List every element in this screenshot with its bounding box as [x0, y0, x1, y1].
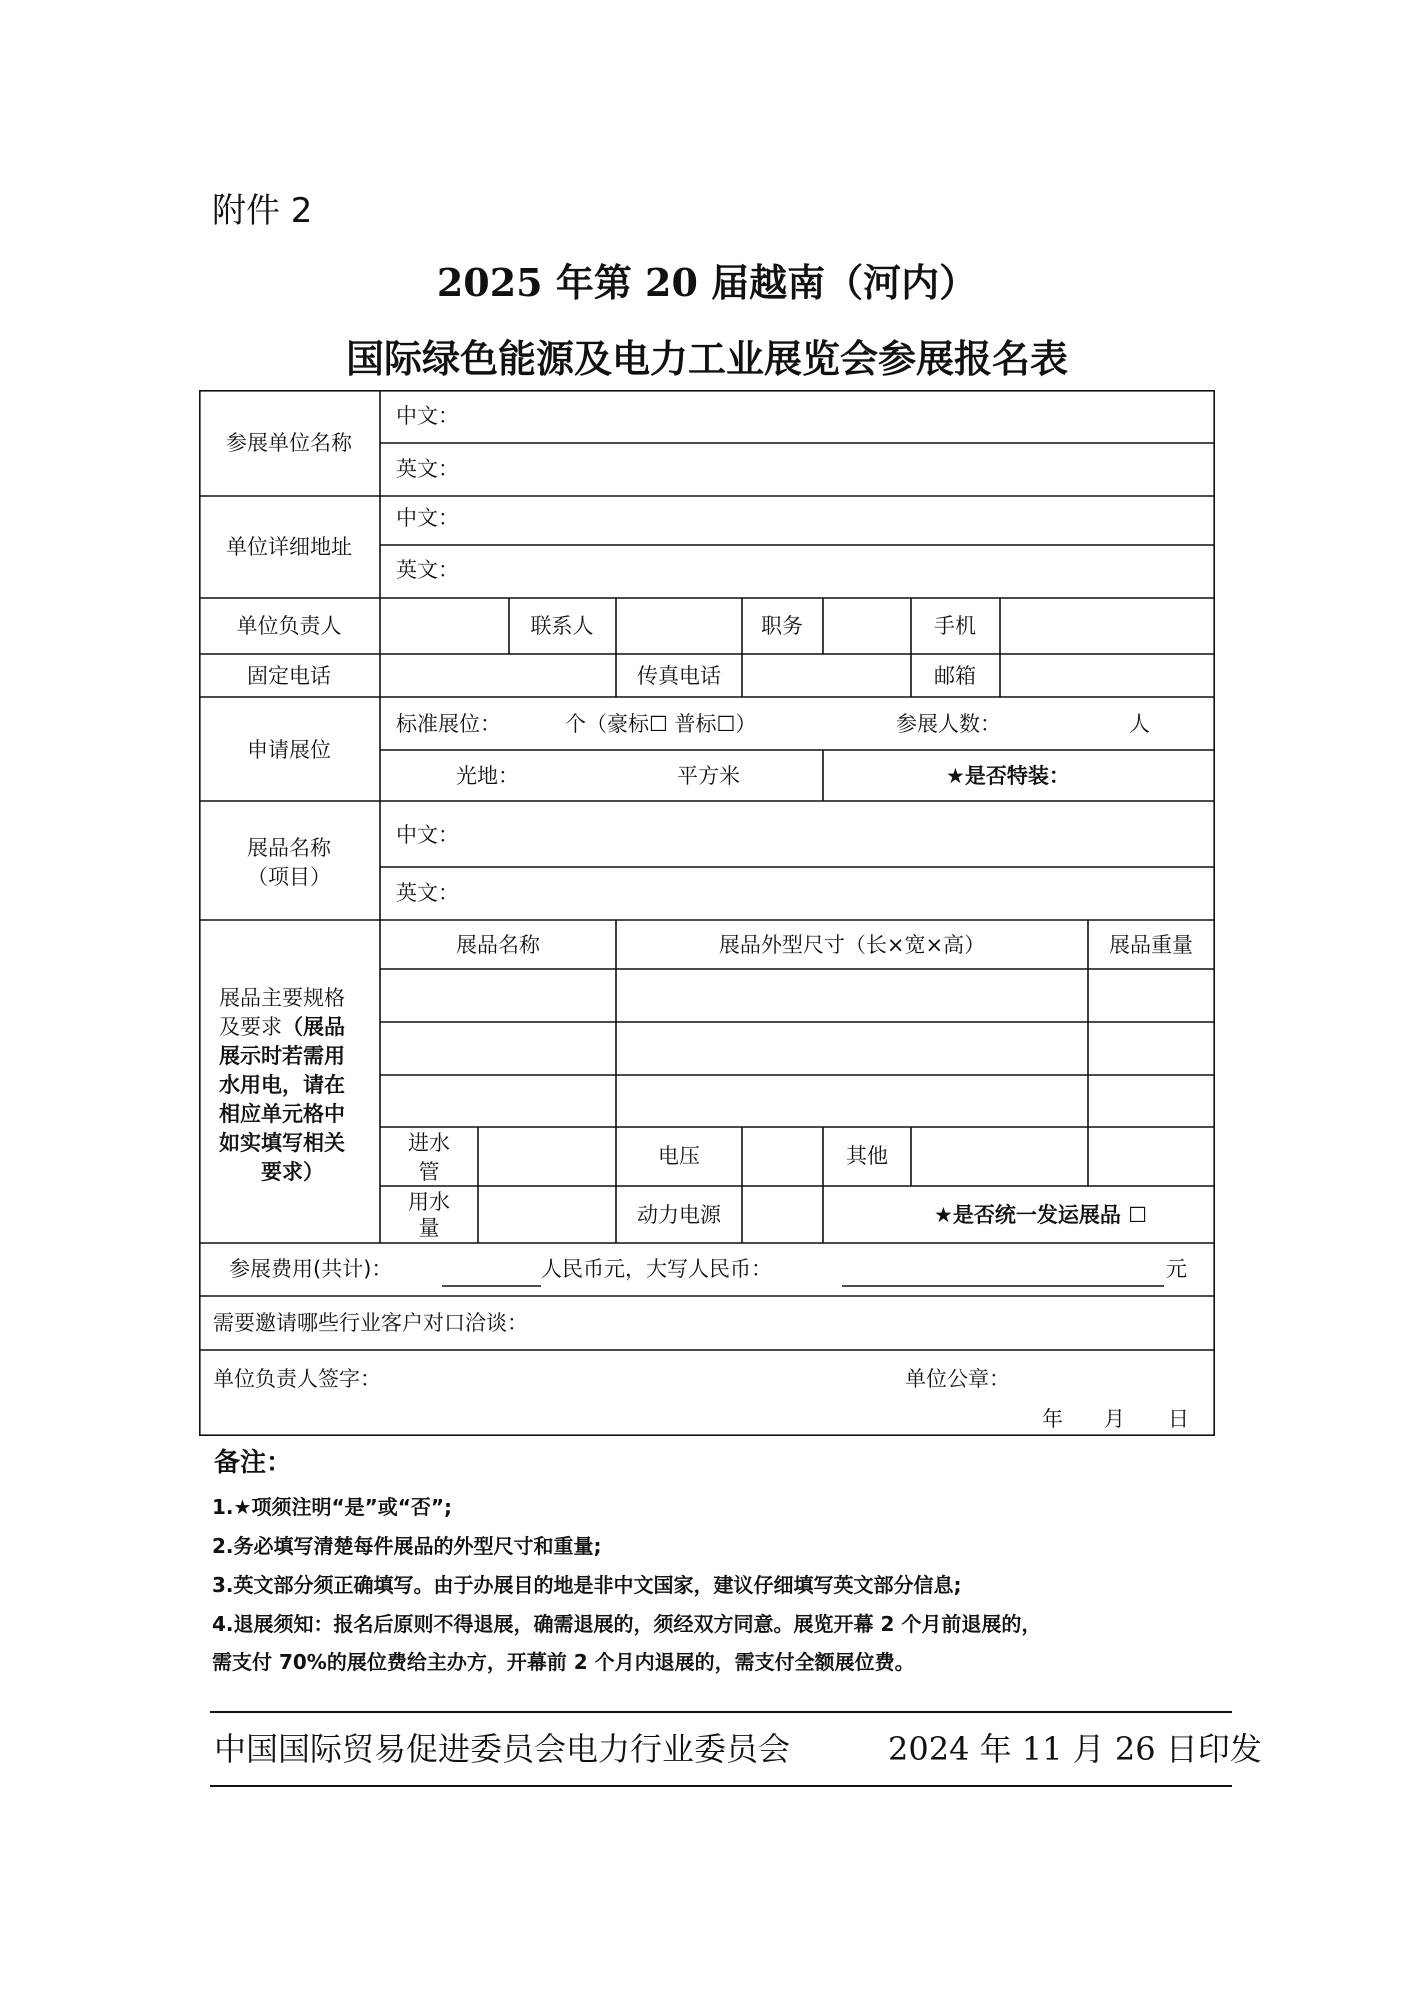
address-en-label: 英文： — [396, 558, 459, 582]
org-name-cn-label: 中文： — [396, 404, 459, 428]
date-month-label: 月 — [1104, 1407, 1125, 1431]
water-usage-label-2: 量 — [418, 1216, 440, 1240]
org-name-en-label: 英文： — [396, 457, 459, 481]
attendees-label: 参展人数： — [896, 712, 1001, 736]
notes-title: 备注： — [214, 1448, 293, 1478]
exhibit-name-cn-label: 中文： — [396, 823, 459, 847]
exhibit-name-label: 展品名称 — [247, 836, 331, 860]
email-label: 邮箱 — [934, 664, 976, 688]
invite-label: 需要邀请哪些行业客户对口洽谈： — [213, 1311, 528, 1335]
col-exhibit-name: 展品名称 — [456, 933, 540, 957]
water-inlet-label-1: 进水 — [408, 1131, 450, 1155]
sqm-unit: 平方米 — [677, 764, 740, 788]
registration-form-table — [199, 390, 1215, 1436]
footer-issue-date: 2024 年 11 月 26 日印发 — [888, 1730, 1262, 1768]
landline-label: 固定电话 — [247, 664, 331, 688]
exhibit-name-en-label: 英文： — [396, 881, 459, 905]
booth-label: 申请展位 — [247, 738, 331, 762]
water-usage-label-1: 用水 — [408, 1190, 450, 1214]
signature-label: 单位负责人签字： — [213, 1367, 381, 1391]
address-cn-label: 中文： — [396, 506, 459, 530]
footer-top-rule — [210, 1711, 1232, 1713]
standard-booth-label: 标准展位： — [396, 712, 501, 736]
spec-label-line7: 要求） — [261, 1160, 324, 1184]
spec-label-line2-normal: 及要求 — [219, 1015, 282, 1039]
mobile-label: 手机 — [934, 614, 976, 638]
attendees-unit: 人 — [1129, 712, 1150, 736]
special-build-label: ★是否特装： — [946, 764, 1070, 788]
footer-bottom-rule — [210, 1785, 1232, 1787]
unified-shipping-label: ★是否统一发运展品 ☐ — [934, 1203, 1147, 1227]
attachment-label: 附件 2 — [212, 191, 313, 231]
spec-label-line2-bold: （展品 — [282, 1015, 345, 1039]
spec-label-line4: 水用电，请在 — [219, 1073, 345, 1097]
spec-label-line1: 展品主要规格 — [219, 986, 345, 1010]
booth-type-options: 个（豪标☐ 普标☐） — [565, 712, 757, 736]
note-item-1: 1.★项须注明“是”或“否”; — [212, 1495, 453, 1519]
org-name-label: 参展单位名称 — [226, 431, 352, 455]
raw-space-label: 光地： — [456, 764, 519, 788]
fee-yuan-label: 元 — [1166, 1257, 1187, 1281]
seal-label: 单位公章： — [905, 1367, 1010, 1391]
responsible-label: 单位负责人 — [236, 614, 342, 638]
form-title-line1: 2025 年第 20 届越南（河内） — [436, 260, 978, 305]
spec-label-line2 — [219, 1015, 345, 1039]
footer-issuer: 中国国际贸易促进委员会电力行业委员会 — [214, 1730, 791, 1768]
spec-label-line5: 相应单元格中 — [219, 1102, 345, 1126]
power-label: 动力电源 — [637, 1203, 721, 1227]
note-item-2: 2.务必填写清楚每件展品的外型尺寸和重量; — [212, 1534, 602, 1558]
col-exhibit-size: 展品外型尺寸（长×宽×高） — [718, 933, 986, 957]
fax-label: 传真电话 — [637, 664, 721, 688]
note-item-3: 3.英文部分须正确填写。由于办展目的地是非中文国家，建议仔细填写英文部分信息; — [212, 1573, 962, 1597]
address-label: 单位详细地址 — [226, 535, 352, 559]
form-title-line2: 国际绿色能源及电力工业展览会参展报名表 — [345, 336, 1068, 381]
spec-label-line6: 如实填写相关 — [219, 1131, 345, 1155]
water-inlet-label-2: 管 — [418, 1160, 440, 1184]
date-year-label: 年 — [1042, 1407, 1063, 1431]
note-item-4: 4.退展须知：报名后原则不得退展，确需退展的，须经双方同意。展览开幕 2 个月前退展的， — [212, 1612, 1042, 1636]
other-label: 其他 — [846, 1144, 888, 1168]
note-item-5: 需支付 70%的展位费给主办方，开幕前 2 个月内退展的，需支付全额展位费。 — [212, 1650, 915, 1674]
fee-rmb-label: 人民币元，大写人民币： — [541, 1257, 772, 1281]
contact-label: 联系人 — [530, 614, 594, 638]
position-label: 职务 — [761, 614, 803, 638]
voltage-label: 电压 — [658, 1144, 700, 1168]
fee-label: 参展费用(共计)： — [229, 1257, 393, 1281]
date-day-label: 日 — [1168, 1407, 1189, 1431]
exhibit-name-sub-label: （项目） — [247, 865, 331, 889]
spec-label-line3: 展示时若需用 — [219, 1044, 345, 1068]
col-exhibit-weight: 展品重量 — [1109, 933, 1193, 957]
